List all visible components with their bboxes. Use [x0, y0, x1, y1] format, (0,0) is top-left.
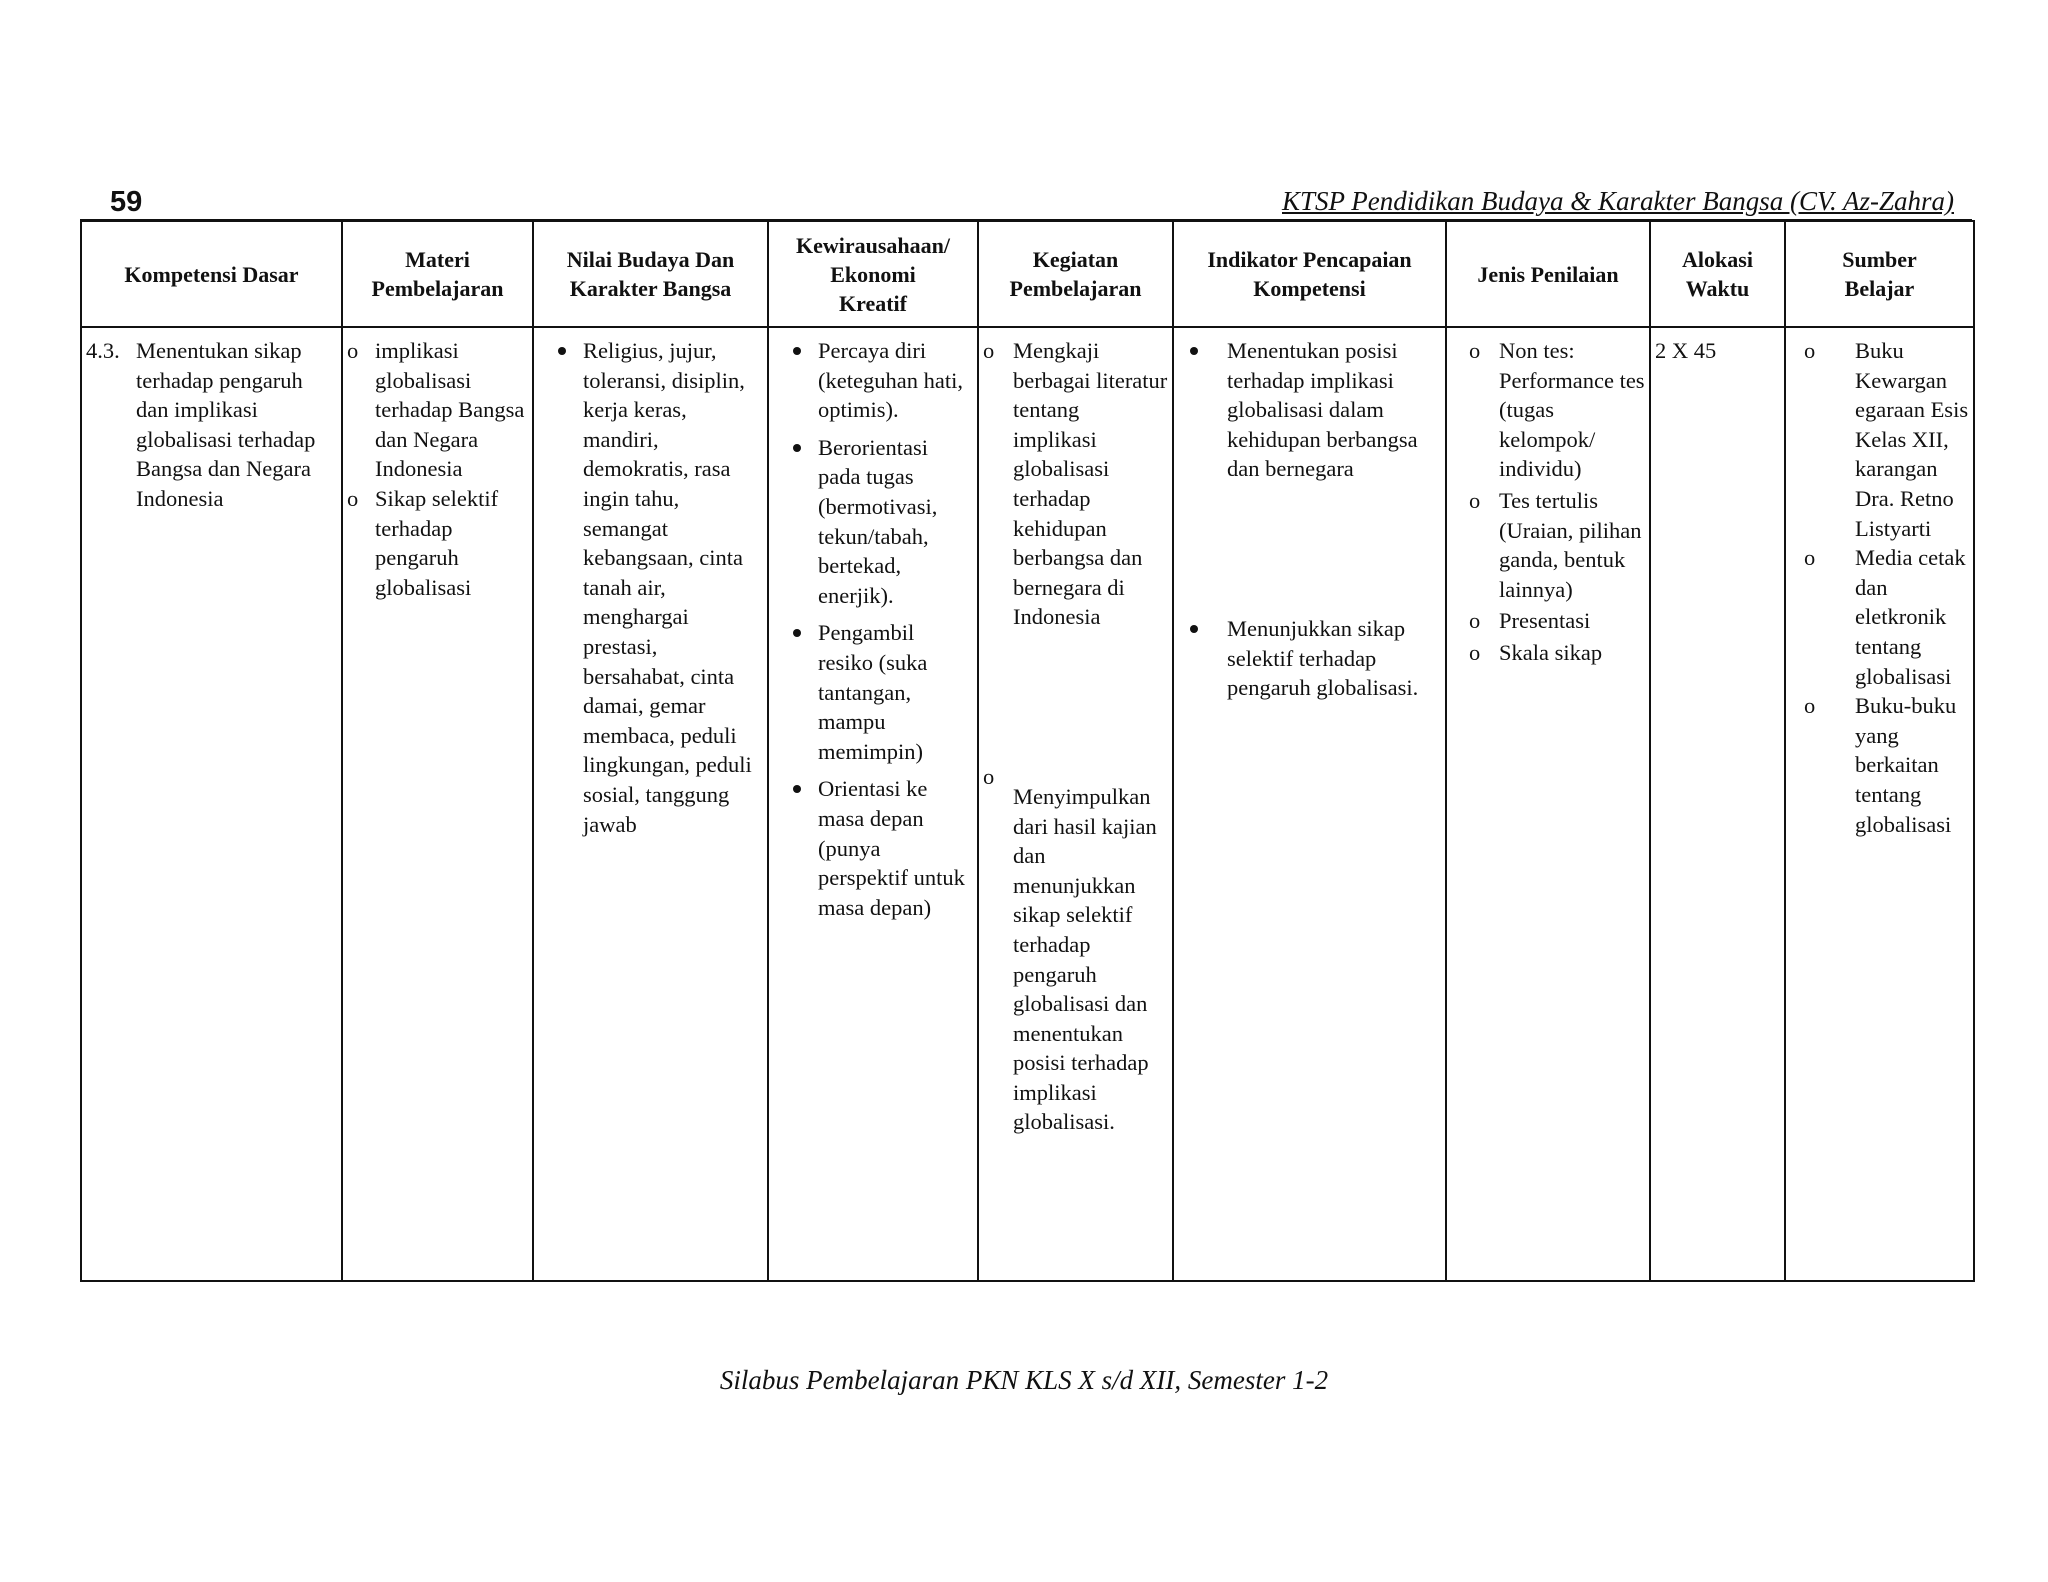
header-materi: Materi Pembelajaran	[342, 221, 533, 327]
header-kegiatan: Kegiatan Pembelajaran	[978, 221, 1173, 327]
list-item: o implikasi globalisasi terhadap Bangsa dan Negara Indonesia	[347, 338, 525, 482]
cell-sumber	[1785, 327, 1974, 1281]
list-item: o Media cetak dan eletkronik tentang globalisasi	[1804, 545, 1966, 689]
header-kewirausahaan: Kewirausahaan/ Ekonomi Kreatif	[768, 221, 978, 327]
bullet-icon	[793, 785, 801, 793]
list-item: o Menyimpulkan dari hasil kajian dan menunjukkan sikap selektif terhadap pengaruh globalisasi dan menentukan posisi terhadap implikasi globalisasi.	[983, 763, 1157, 1135]
cell-nilai-budaya	[533, 327, 768, 1281]
list-item: Menentukan posisi terhadap implikasi globalisasi dalam kehidupan berbangsa dan bernegara	[1190, 336, 1441, 484]
list-item: Berorientasi pada tugas (bermotivasi, tekun/tabah, bertekad, enerjik).	[793, 433, 973, 611]
kd-text: Menentukan sikap terhadap pengaruh dan implikasi globalisasi terhadap Bangsa dan Negara Indonesia	[136, 338, 316, 511]
bullet-icon	[1190, 625, 1198, 633]
list-item: Pengambil resiko (suka tantangan, mampu memimpin)	[793, 618, 973, 766]
hollow-bullet-icon: o	[1804, 338, 1816, 363]
list-item: Orientasi ke masa depan (punya perspektif untuk masa depan)	[793, 774, 973, 922]
list-item: o Non tes: Performance tes (tugas kelompok/ individu)	[1469, 338, 1645, 482]
hollow-bullet-icon: o	[347, 485, 359, 511]
hollow-bullet-icon: o	[1469, 639, 1481, 665]
header-kompetensi-dasar: Kompetensi Dasar	[81, 221, 342, 327]
hollow-bullet-icon: o	[1804, 693, 1816, 719]
hollow-bullet-icon: o	[983, 338, 995, 363]
header-sumber: Sumber Belajar	[1785, 221, 1974, 327]
bullet-icon	[793, 629, 801, 637]
hollow-bullet-icon: o	[983, 763, 995, 789]
page-number: 59	[110, 186, 143, 218]
list-item: o Mengkaji berbagai literatur tentang implikasi globalisasi terhadap kehidupan berbangsa dan bernegara di Indonesia	[983, 338, 1168, 630]
cell-jenis-penilaian	[1446, 327, 1650, 1281]
cell-kompetensi-dasar	[81, 327, 342, 1281]
bullet-icon	[793, 347, 801, 355]
header-alokasi: Alokasi Waktu	[1650, 221, 1785, 327]
list-item: Menunjukkan sikap selektif terhadap pengaruh globalisasi.	[1190, 614, 1441, 703]
page-footer: Silabus Pembelajaran PKN KLS X s/d XII, Semester 1-2	[719, 1365, 1329, 1395]
list-item: Percaya diri (keteguhan hati, optimis).	[793, 336, 973, 425]
hollow-bullet-icon: o	[1469, 487, 1481, 513]
list-item: o Buku-buku yang berkaitan tentang globalisasi	[1804, 693, 1957, 837]
hollow-bullet-icon: o	[347, 338, 359, 363]
list-item: o Presentasi	[1469, 606, 1645, 636]
list-item: o Tes tertulis (Uraian, pilihan ganda, bentuk lainnya)	[1469, 487, 1642, 602]
list-item: o Skala sikap	[1469, 638, 1645, 668]
hollow-bullet-icon: o	[1804, 545, 1816, 571]
cell-indikator	[1173, 327, 1446, 1281]
bullet-icon	[558, 347, 566, 355]
cell-kewirausahaan	[768, 327, 978, 1281]
kd-number: 4.3.	[86, 338, 120, 363]
hollow-bullet-icon: o	[1469, 338, 1481, 363]
header-indikator: Indikator Pencapaian Kompetensi	[1173, 221, 1446, 327]
list-item: Religius, jujur, toleransi, disiplin, kerja keras, mandiri, demokratis, rasa ingin tahu, semangat kebangsaan, cinta tanah air, menghargai prestasi, bersahabat, cinta damai, gemar membaca, peduli lingkungan, peduli sosial, tanggung jawab	[558, 336, 763, 839]
cell-materi	[342, 327, 533, 1281]
list-item: o Buku Kewargan egaraan Esis Kelas XII, karangan Dra. Retno Listyarti	[1804, 338, 1969, 541]
header-jenis-penilaian: Jenis Penilaian	[1446, 221, 1650, 327]
cell-alokasi	[1650, 327, 1785, 1281]
hollow-bullet-icon: o	[1469, 608, 1481, 634]
list-item: o Sikap selektif terhadap pengaruh globalisasi	[347, 485, 499, 600]
alokasi-value: 2 X 45	[1655, 338, 1717, 363]
header-nilai-budaya: Nilai Budaya Dan Karakter Bangsa	[533, 221, 768, 327]
running-header: KTSP Pendidikan Budaya & Karakter Bangsa (CV. Az-Zahra)	[1282, 186, 1954, 216]
syllabus-table	[80, 220, 1975, 1282]
cell-kegiatan	[978, 327, 1173, 1281]
header-row	[81, 221, 1974, 327]
bullet-icon	[793, 444, 801, 452]
table-row	[81, 327, 1974, 1281]
bullet-icon	[1190, 347, 1198, 355]
